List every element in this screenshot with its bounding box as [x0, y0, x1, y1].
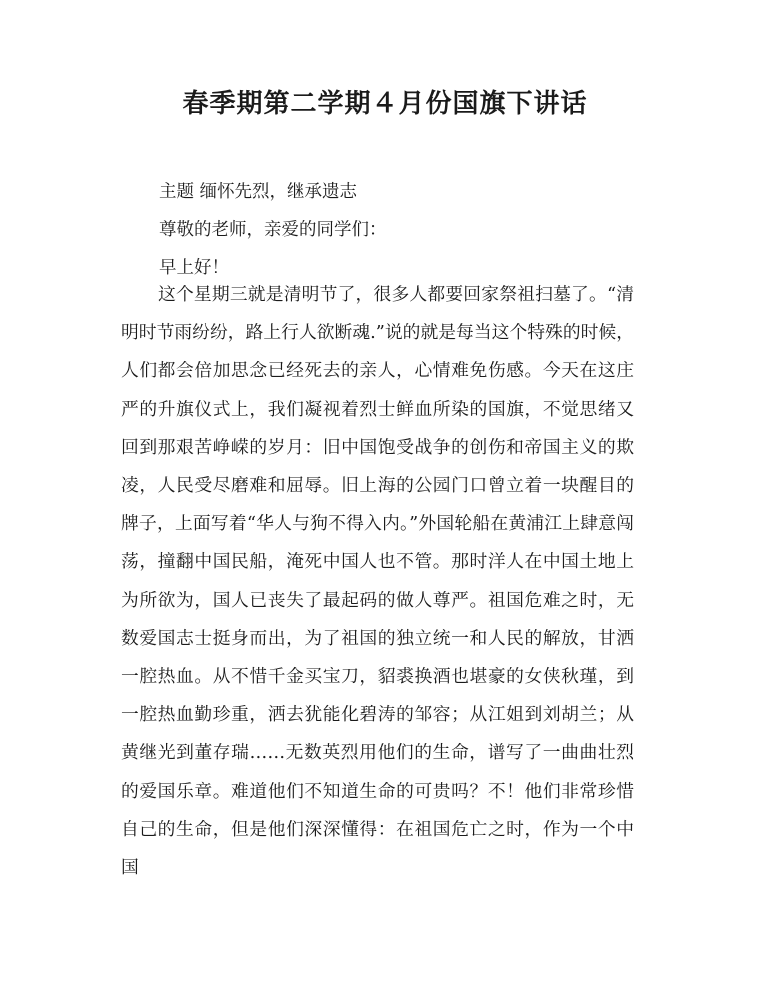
body-paragraph: 这个星期三就是清明节了，很多人都要回家祭祖扫墓了。“清明时节雨纷纷，路上行人欲断魂.”说的就是每当这个特殊的时候，人们都会倍加思念已经死去的亲人，心情难免伤感。今天在这庄严的升旗仪式上，我们凝视着烈士鲜血所染的国旗，不觉思绪又回到那艰苦峥嵘的岁月：旧中国饱受战争的创伤和帝国主义的欺凌，人民受尽磨难和屈辱。旧上海的公园门口曾立着一块醒目的牌子，上面写着“华人与狗不得入内。”外国轮船在黄浦江上肆意闯荡，撞翻中国民船，淹死中国人也不管。那时洋人在中国土地上为所欲为，国人已丧失了最起码的做人尊严。祖国危难之时，无数爱国志士挺身而出，为了祖国的独立统一和人民的解放，甘洒一腔热血。从不惜千金买宝刀，貂裘换酒也堪豪的女侠秋瑾，到一腔热血勤珍重，洒去犹能化碧涛的邹容；从江姐到刘胡兰；从黄继光到董存瑞……无数英烈用他们的生命，谱写了一曲曲壮烈的爱国乐章。难道他们不知道生命的可贵吗？不！他们非常珍惜自己的生命，但是他们深深懂得：在祖国危亡之时，作为一个中国 — [121, 284, 634, 879]
salutation: 尊敬的老师，亲爱的同学们： — [159, 220, 387, 240]
subject-line: 主题 缅怀先烈，继承遗志 — [159, 182, 358, 202]
greeting: 早上好！ — [159, 258, 229, 278]
page-title: 春季期第二学期４月份国旗下讲话 — [182, 89, 588, 119]
